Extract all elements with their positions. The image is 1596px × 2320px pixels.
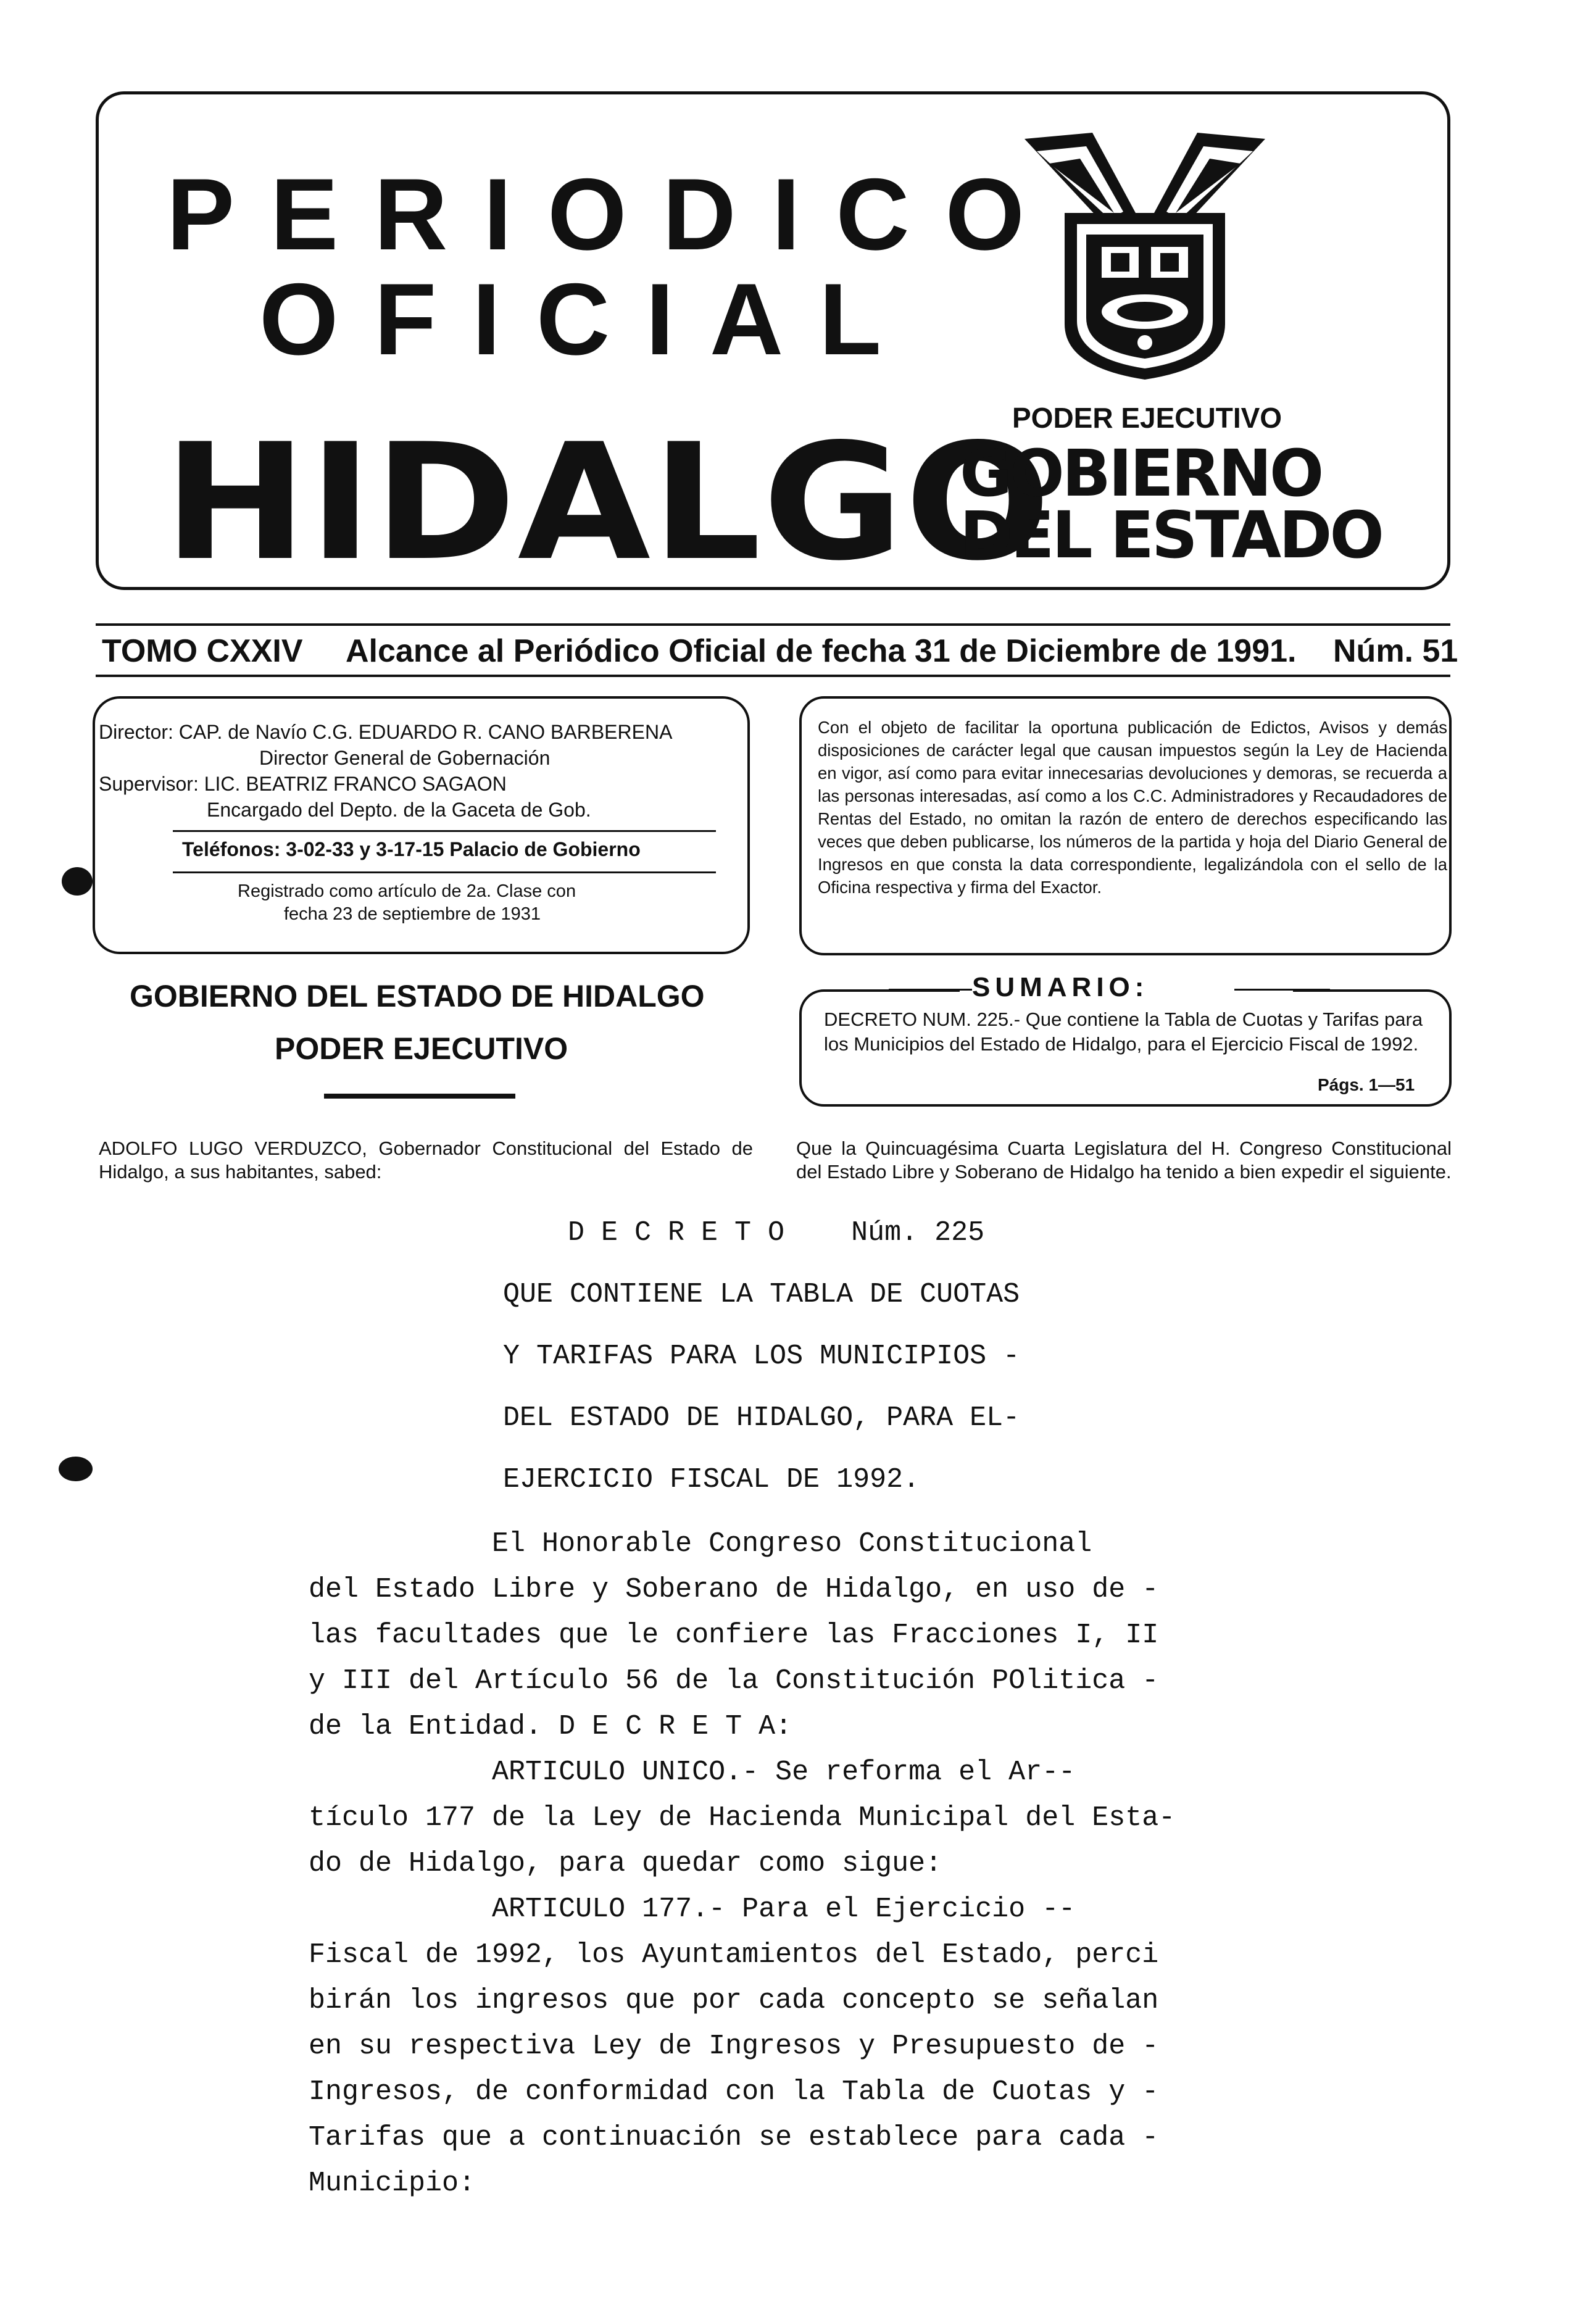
branch-label: PODER EJECUTIVO <box>1012 402 1282 434</box>
director-line: Director: CAP. de Navío C.G. EDUARDO R. CANO BARBERENA <box>99 721 673 743</box>
punch-hole-mark <box>59 1457 93 1481</box>
summary-title-rule <box>1234 989 1330 991</box>
summary-title-rule <box>889 989 972 991</box>
decree-body-line: de la Entidad. D E C R E T A: <box>309 1711 792 1742</box>
decree-body-line: Fiscal de 1992, los Ayuntamientos del Estado, perci <box>309 1939 1159 1971</box>
governor-intro: ADOLFO LUGO VERDUZCO, Gobernador Constitucional del Estado de Hidalgo, a sus habitantes, sabed: <box>99 1137 753 1183</box>
decree-body-line: y III del Artículo 56 de la Constitución POlitica - <box>309 1665 1159 1697</box>
coat-of-arms-icon <box>1000 120 1290 386</box>
decree-body-line: Tarifas que a continuación se establece para cada - <box>309 2122 1159 2153</box>
phone-numbers: Teléfonos: 3-02-33 y 3-17-15 Palacio de Gobierno <box>182 838 641 860</box>
summary-text: DECRETO NUM. 225.- Que contiene la Tabla de Cuotas y Tarifas para los Municipios del Estado de Hidalgo, para el Ejercicio Fiscal de 1992. <box>824 1008 1423 1055</box>
supervisor-line: Supervisor: LIC. BEATRIZ FRANCO SAGAON <box>99 773 507 795</box>
state-name-logo: HIDALGO <box>164 410 1052 596</box>
decree-body-line: en su respectiva Ley de Ingresos y Presupuesto de - <box>309 2031 1159 2062</box>
decree-body-line: tículo 177 de la Ley de Hacienda Municipal del Esta- <box>309 1802 1176 1834</box>
registration-line2: fecha 23 de septiembre de 1931 <box>284 904 541 924</box>
issue-rule-top <box>96 623 1450 626</box>
staff-box-divider <box>173 871 716 873</box>
summary-title: SUMARIO: <box>972 972 1149 1002</box>
notice-text: Con el objeto de facilitar la oportuna publicación de Edictos, Avisos y demás disposiciones de carácter legal que causan impuestos según la Ley de Hacienda en vigor, así como para evitar innecesarias devoluciones y demoras, se recuerda a las personas interesadas, así como a los C.C. Administradores y Recaudadores de Rentas del Estado, no omitan la razón de entero de derechos especificando las veces que deben publicarse, los números de la partida y hoja del Diario General de Ingresos en que consta la data correspondiente, legalizándola con el sello de la Oficina respectiva y firma del Exactor. <box>818 718 1447 897</box>
government-heading: GOBIERNO DEL ESTADO DE HIDALGO <box>130 979 705 1013</box>
issue-number: Núm. 51 <box>1333 633 1458 669</box>
decree-body-line: El Honorable Congreso Constitucional <box>309 1528 1092 1560</box>
decree-body-line: do de Hidalgo, para quedar como sigue: <box>309 1848 942 1879</box>
decree-body <box>309 1521 1265 2206</box>
decree-title-line: QUE CONTIENE LA TABLA DE CUOTAS <box>503 1279 1020 1310</box>
staff-box-divider <box>173 830 716 832</box>
executive-heading: PODER EJECUTIVO <box>275 1031 568 1066</box>
decree-title-line: DEL ESTADO DE HIDALGO, PARA EL- <box>503 1402 1020 1434</box>
decree-body-line: birán los ingresos que por cada concepto se señalan <box>309 1985 1159 2016</box>
registration-line1: Registrado como artículo de 2a. Clase con <box>238 881 576 901</box>
issue-description: Alcance al Periódico Oficial de fecha 31 de Diciembre de 1991. <box>346 633 1297 669</box>
decree-header: D E C R E T O Núm. 225 <box>568 1217 985 1249</box>
decree-title-line: Y TARIFAS PARA LOS MUNICIPIOS - <box>503 1341 1020 1372</box>
newspaper-title-line2: OFICIAL <box>259 262 917 376</box>
government-label-line1: GOBIERNO <box>960 436 1322 511</box>
heading-rule <box>324 1094 515 1099</box>
decree-body-line: las facultades que le confiere las Fracciones I, II <box>309 1619 1159 1651</box>
summary-pages: Págs. 1—51 <box>1318 1075 1415 1094</box>
decree-body-line: ARTICULO UNICO.- Se reforma el Ar-- <box>309 1757 1076 1788</box>
director-title: Director General de Gobernación <box>259 747 551 769</box>
issue-volume: TOMO CXXIV <box>102 633 303 669</box>
decree-body-line: del Estado Libre y Soberano de Hidalgo, en uso de - <box>309 1574 1159 1605</box>
decree-body-line: ARTICULO 177.- Para el Ejercicio -- <box>309 1894 1076 1925</box>
decree-body-line: Ingresos, de conformidad con la Tabla de Cuotas y - <box>309 2076 1159 2108</box>
decree-title-line: EJERCICIO FISCAL DE 1992. <box>503 1464 920 1495</box>
decree-body-line: Municipio: <box>309 2168 476 2199</box>
punch-hole-mark <box>62 867 93 896</box>
issue-rule-bottom <box>96 675 1450 677</box>
government-label-line2: DEL ESTADO <box>960 497 1382 573</box>
legislature-intro: Que la Quincuagésima Cuarta Legislatura del H. Congreso Constitucional del Estado Libre y Soberano de Hidalgo ha tenido a bien expedir el siguiente. <box>796 1137 1452 1183</box>
newspaper-title-line1: PERIODICO <box>167 157 1060 271</box>
supervisor-title: Encargado del Depto. de la Gaceta de Gob. <box>207 799 591 821</box>
